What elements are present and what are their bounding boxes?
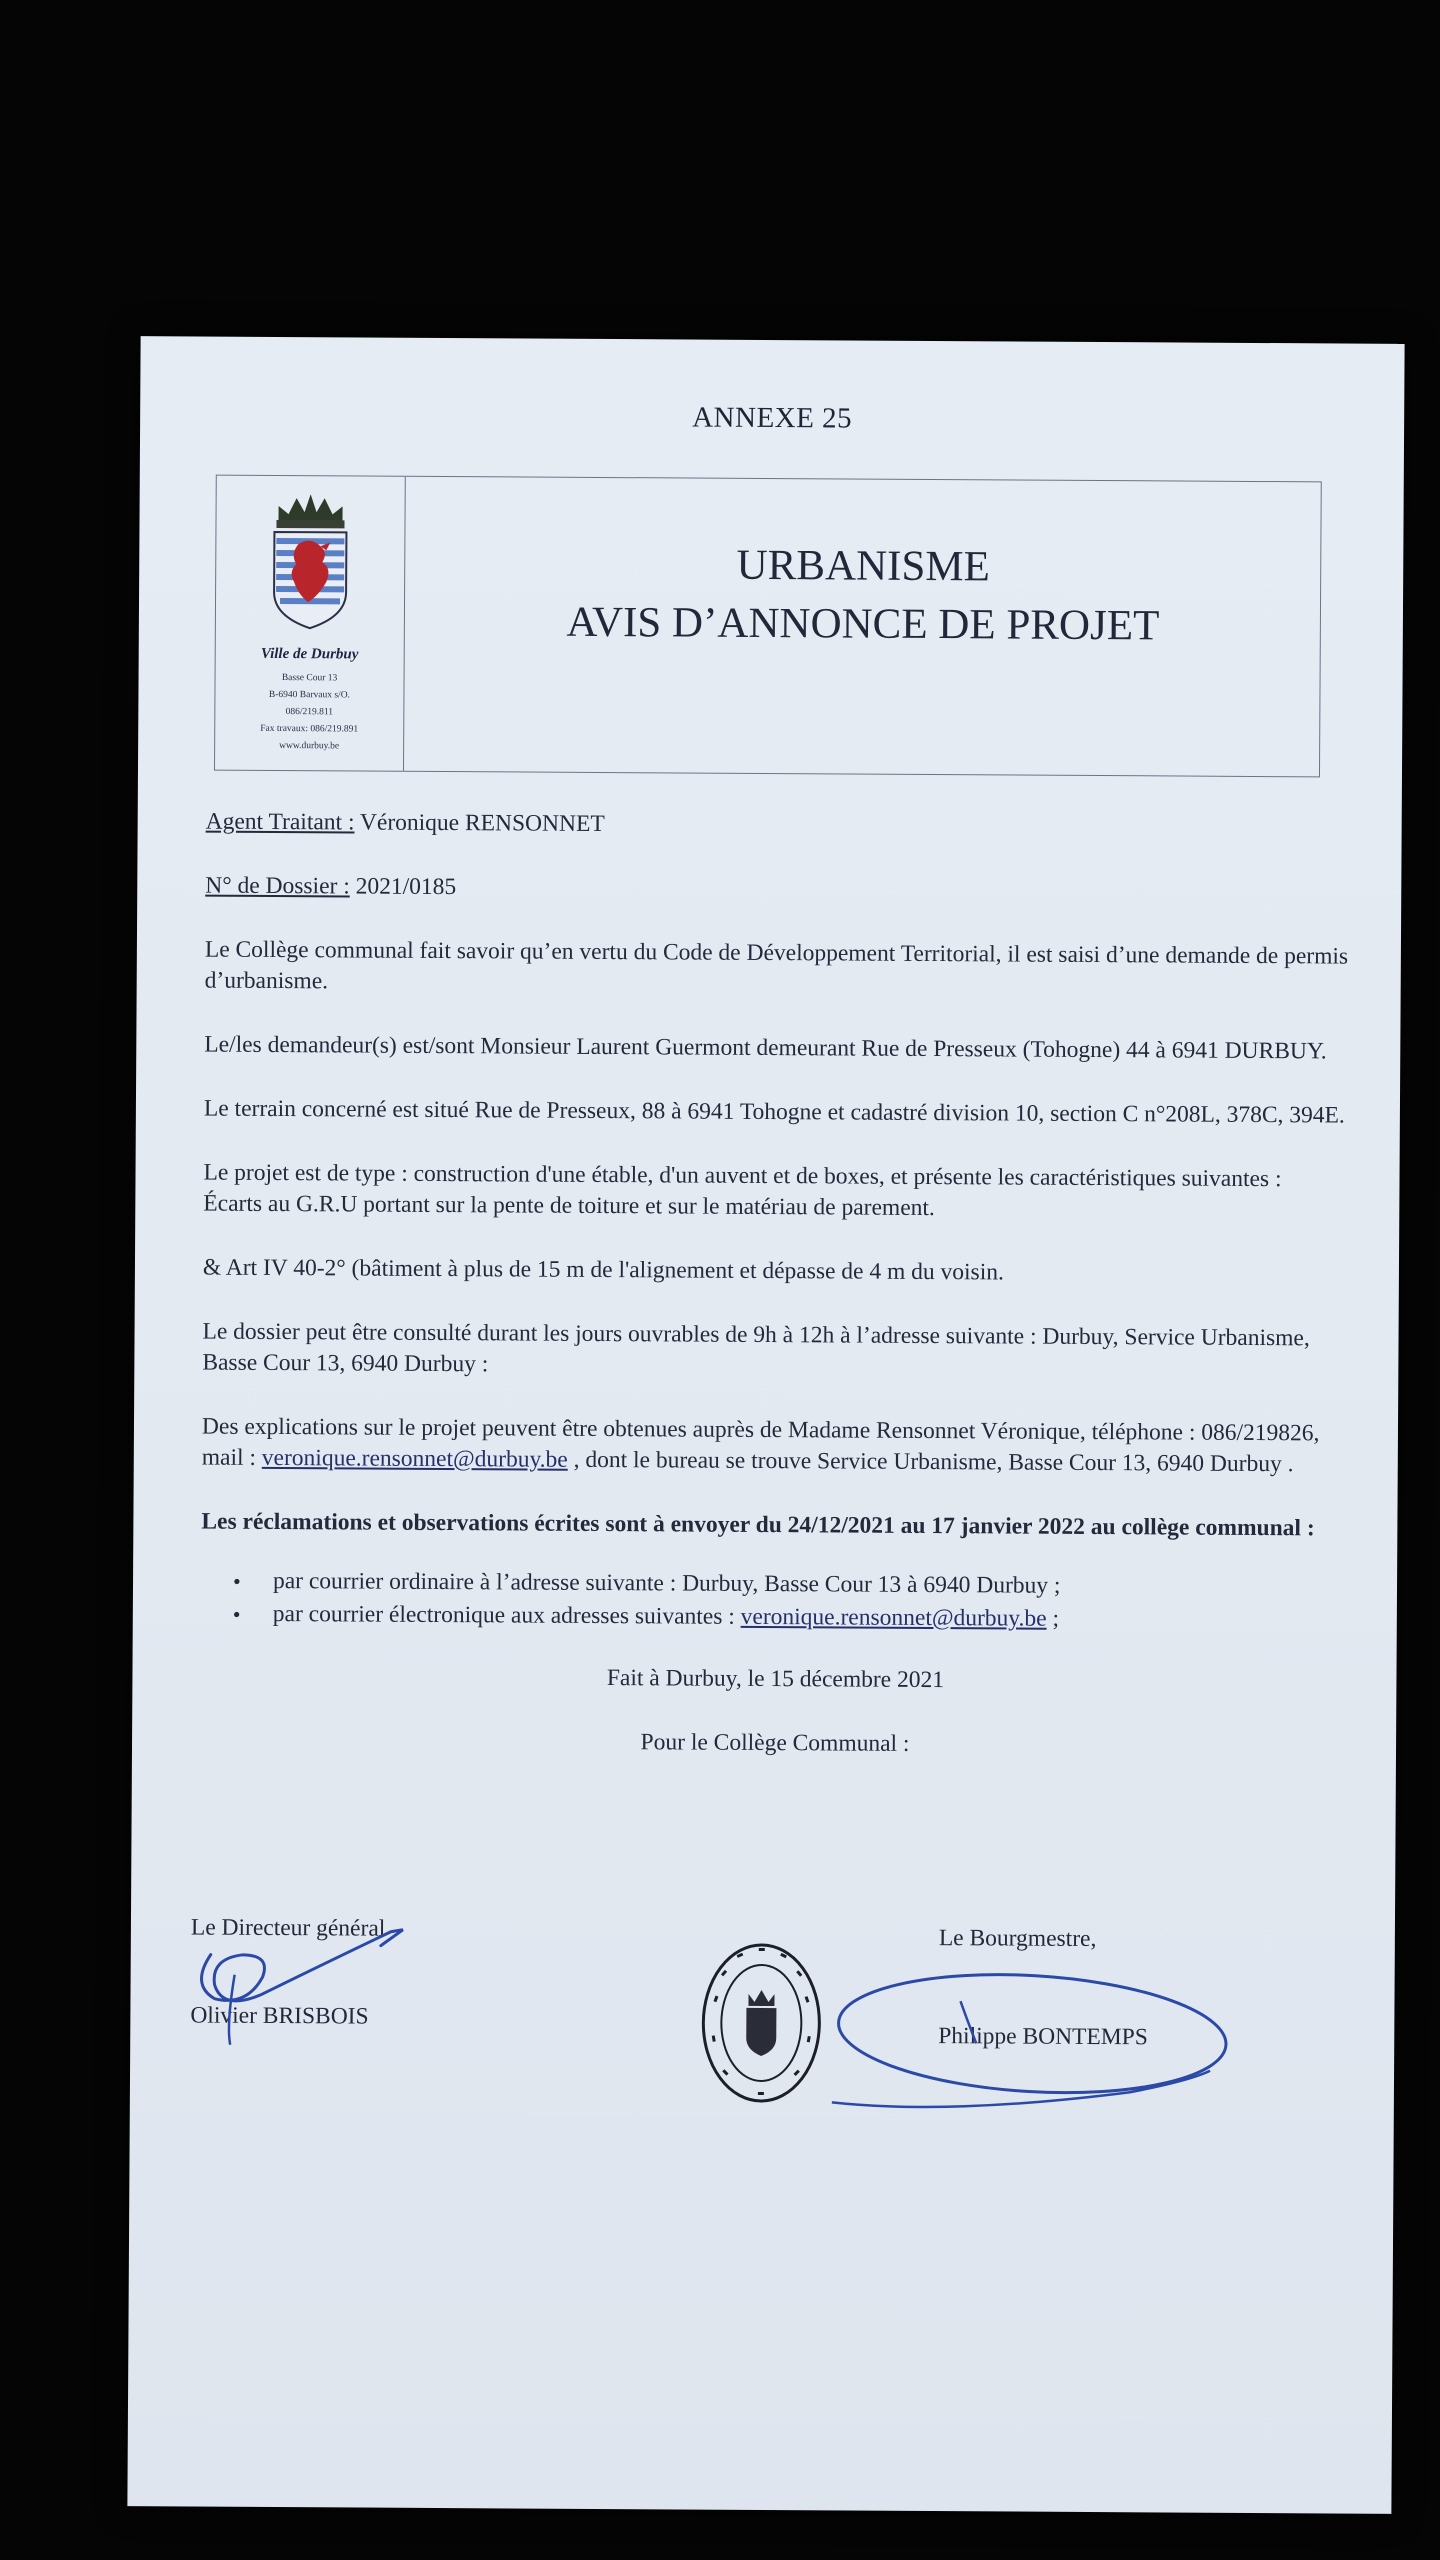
paragraph-reclamations: Les réclamations et observations écrites sont à envoyer du 24/12/2021 au 17 janvier 2022 au collège communal : (201, 1508, 1315, 1542)
paragraph-art: & Art IV 40-2° (bâtiment à plus de 15 m de l'alignement et dépasse de 4 m du voisin. (202, 1254, 1004, 1286)
mayor-title: Le Bourgmestre, (938, 1925, 1097, 1953)
director-title: Le Directeur général (190, 1914, 386, 1942)
submission-list (201, 1565, 1351, 1638)
municipal-logo (215, 476, 406, 771)
paragraph-projet (203, 1158, 1353, 1227)
bullet-2-suffix: ; (1046, 1605, 1060, 1632)
logo-address-line: Fax travaux: 086/219.891 (260, 723, 359, 735)
explications-text-2: , dont le bureau se trouve Service Urbanisme, Basse Cour 13, 6940 Durbuy . (567, 1446, 1294, 1478)
logo-address-line: B-6940 Barvaux s/O. (268, 689, 350, 701)
projet-line-1: Le projet est de type : construction d'une étable, d'un auvent et de boxes, et présente les caractéristiques suivantes : (203, 1159, 1282, 1193)
agent-line (206, 807, 1356, 845)
logo-address-line: 086/219.811 (285, 707, 334, 718)
dossier-value: 2021/0185 (349, 873, 457, 901)
header-box (214, 475, 1322, 778)
agent-value: Véronique RENSONNET (354, 809, 605, 838)
college-line: Pour le Collège Communal : (640, 1729, 910, 1757)
document-body (200, 807, 1356, 1796)
email-link[interactable]: veronique.rensonnet@durbuy.be (740, 1603, 1047, 1632)
explications-text-1: Des explications sur le projet peuvent être obtenues auprès de Madame Rensonnet Véronique, téléphone : 086/219826, mail : (201, 1413, 1320, 1471)
bullet-2-prefix: par courrier électronique aux adresses suivantes : (272, 1600, 741, 1630)
paragraph-consultation: Le dossier peut être consulté durant les jours ouvrables de 9h à 12h à l’adresse suivante : Durbuy, Service Urbanisme, Basse Cour 13, 6940 Durbuy : (202, 1318, 1310, 1378)
logo-address-line: www.durbuy.be (279, 741, 340, 752)
municipal-seal-icon (696, 1938, 827, 2109)
logo-address-line: Basse Cour 13 (281, 673, 338, 684)
dossier-line (205, 871, 1355, 909)
director-name: Olivier BRISBOIS (190, 2002, 369, 2030)
annex-label: ANNEXE 25 (692, 401, 853, 435)
paragraph-terrain: Le terrain concerné est situé Rue de Presseux, 88 à 6941 Tohogne et cadastré division 10, section C n°208L, 378C, 394E. (203, 1095, 1345, 1129)
durbuy-crest-icon (268, 492, 353, 633)
paragraph-college: Le Collège communal fait savoir qu’en vertu du Code de Développement Territorial, il est saisi d’une demande de permis d’urbanisme. (204, 936, 1349, 995)
title-line-2: AVIS D’ANNONCE DE PROJET (566, 598, 1160, 650)
mayor-name: Philippe BONTEMPS (938, 2023, 1148, 2051)
logo-address (215, 670, 404, 756)
document-sheet (127, 336, 1404, 2514)
document-title (405, 477, 1321, 777)
list-item: • par courrier ordinaire à l’adresse suivante : Durbuy, Basse Cour 13 à 6940 Durbuy ; (273, 1565, 1351, 1605)
projet-line-2: Écarts au G.R.U portant sur la pente de toiture et sur le matériau de parement. (203, 1190, 935, 1222)
logo-town-name: Ville de Durbuy (260, 645, 359, 663)
date-place: Fait à Durbuy, le 15 décembre 2021 (606, 1665, 945, 1694)
email-link[interactable]: veronique.rensonnet@durbuy.be (261, 1444, 568, 1473)
dossier-label: N° de Dossier : (205, 872, 350, 900)
paragraph-explications (202, 1412, 1352, 1481)
signature-area (129, 1914, 1395, 2242)
agent-label: Agent Traitant : (205, 808, 355, 836)
title-line-1: URBANISME (736, 541, 991, 591)
list-item (273, 1598, 1351, 1638)
paragraph-demandeur: Le/les demandeur(s) est/sont Monsieur Laurent Guermont demeurant Rue de Presseux (Tohogne) 44 à 6941 DURBUY. (204, 1031, 1327, 1065)
